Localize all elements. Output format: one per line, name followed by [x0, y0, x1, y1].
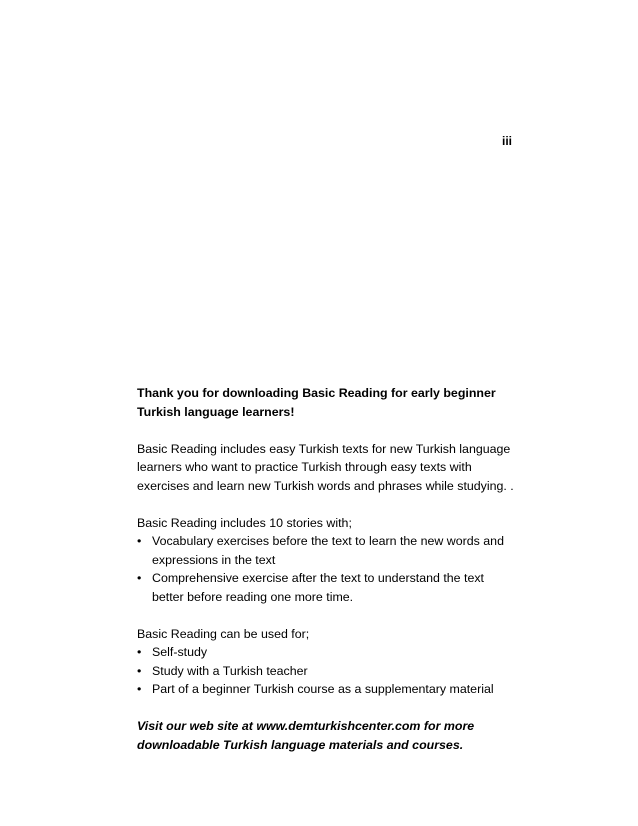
list-item: • Vocabulary exercises before the text to learn the new words and expressions in the text [137, 532, 517, 569]
page-content [137, 384, 517, 754]
closing-note: Visit our web site at www.demturkishcenter.com for more downloadable Turkish language materials and courses. [137, 719, 475, 752]
list-item: • Study with a Turkish teacher [137, 662, 517, 681]
list-item: • Part of a beginner Turkish course as a supplementary material [137, 680, 517, 699]
list-item: • Comprehensive exercise after the text to understand the text better before reading one more time. [137, 569, 517, 606]
intro-heading: Thank you for downloading Basic Reading for early beginner Turkish language learners! [137, 386, 496, 419]
stories-list [137, 532, 517, 606]
stories-heading: Basic Reading includes 10 stories with; [137, 515, 352, 530]
page-number: iii [501, 134, 512, 148]
uses-list [137, 643, 517, 699]
list-item: • Self-study [137, 643, 517, 662]
uses-heading: Basic Reading can be used for; [137, 626, 310, 641]
description-paragraph: Basic Reading includes easy Turkish texts for new Turkish language learners who want to practice Turkish through easy texts with exercises and learn new Turkish words and phrases while studying. . [137, 441, 514, 493]
